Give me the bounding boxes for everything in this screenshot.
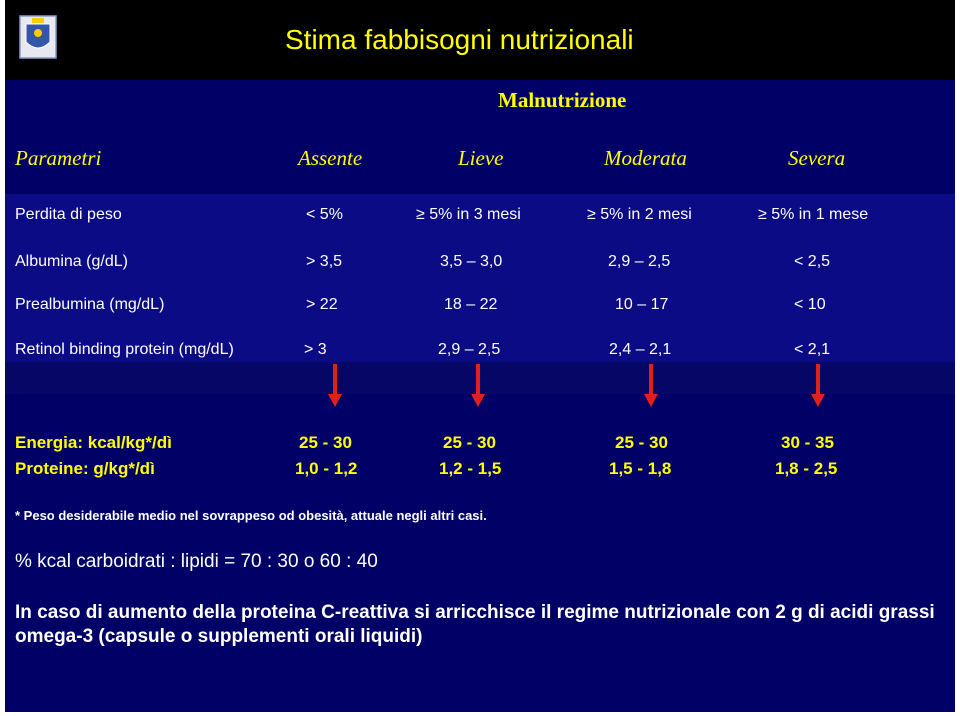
footnote: * Peso desiderabile medio nel sovrappeso od obesità, attuale negli altri casi. (15, 508, 487, 523)
row-severa: ≥ 5% in 1 mese (758, 206, 869, 223)
column-header-moderata: Moderata (604, 146, 687, 170)
column-header-severa: Severa (788, 146, 846, 170)
down-arrow-icon (643, 364, 659, 408)
coat-of-arms-logo (18, 14, 58, 60)
row-moderata: 10 – 17 (615, 296, 669, 313)
protein-severa: 1,8 - 2,5 (775, 459, 838, 478)
row-assente: > 22 (306, 296, 338, 313)
row-param: Retinol binding protein (mg/dL) (15, 341, 234, 358)
row-severa: < 10 (794, 296, 826, 313)
row-assente: > 3,5 (306, 253, 343, 270)
column-header-parametri: Parametri (15, 146, 102, 170)
row-param: Perdita di peso (15, 206, 122, 223)
energy-severa: 30 - 35 (781, 433, 834, 452)
crp-note-text: In caso di aumento della proteina C-reattiva si arricchisce il regime nutrizionale con 2 g di acidi grassi omega-3 (capsule o supplementi orali liquidi) (15, 602, 935, 647)
energy-assente: 25 - 30 (299, 433, 352, 452)
row-severa: < 2,1 (794, 341, 831, 358)
protein-moderata: 1,5 - 1,8 (609, 459, 672, 478)
row-lieve: 2,9 – 2,5 (438, 341, 501, 358)
row-lieve: 3,5 – 3,0 (440, 253, 503, 270)
row-assente: > 3 (304, 341, 327, 358)
down-arrow-icon (327, 364, 343, 408)
row-param: Albumina (g/dL) (15, 253, 128, 270)
row-lieve: ≥ 5% in 3 mesi (416, 206, 521, 223)
row-moderata: ≥ 5% in 2 mesi (587, 206, 692, 223)
protein-label: Proteine: g/kg*/dì (15, 459, 155, 478)
energy-moderata: 25 - 30 (615, 433, 668, 452)
row-param: Prealbumina (mg/dL) (15, 296, 165, 313)
energy-label: Energia: kcal/kg*/dì (15, 433, 172, 452)
row-lieve: 18 – 22 (444, 296, 498, 313)
protein-assente: 1,0 - 1,2 (295, 459, 358, 478)
group-header: Malnutrizione (498, 88, 627, 112)
row-severa: < 2,5 (794, 253, 831, 270)
row-assente: < 5% (306, 206, 343, 223)
page-title: Stima fabbisogni nutrizionali (285, 24, 634, 55)
down-arrow-icon (810, 364, 826, 408)
row-moderata: 2,9 – 2,5 (608, 253, 671, 270)
row-moderata: 2,4 – 2,1 (609, 341, 672, 358)
energy-lieve: 25 - 30 (443, 433, 496, 452)
column-header-assente: Assente (298, 146, 363, 170)
down-arrow-icon (470, 364, 486, 408)
column-header-lieve: Lieve (458, 146, 504, 170)
macronutrient-ratio-text: % kcal carboidrati : lipidi = 70 : 30 o 60 : 40 (15, 551, 378, 572)
protein-lieve: 1,2 - 1,5 (439, 459, 502, 478)
